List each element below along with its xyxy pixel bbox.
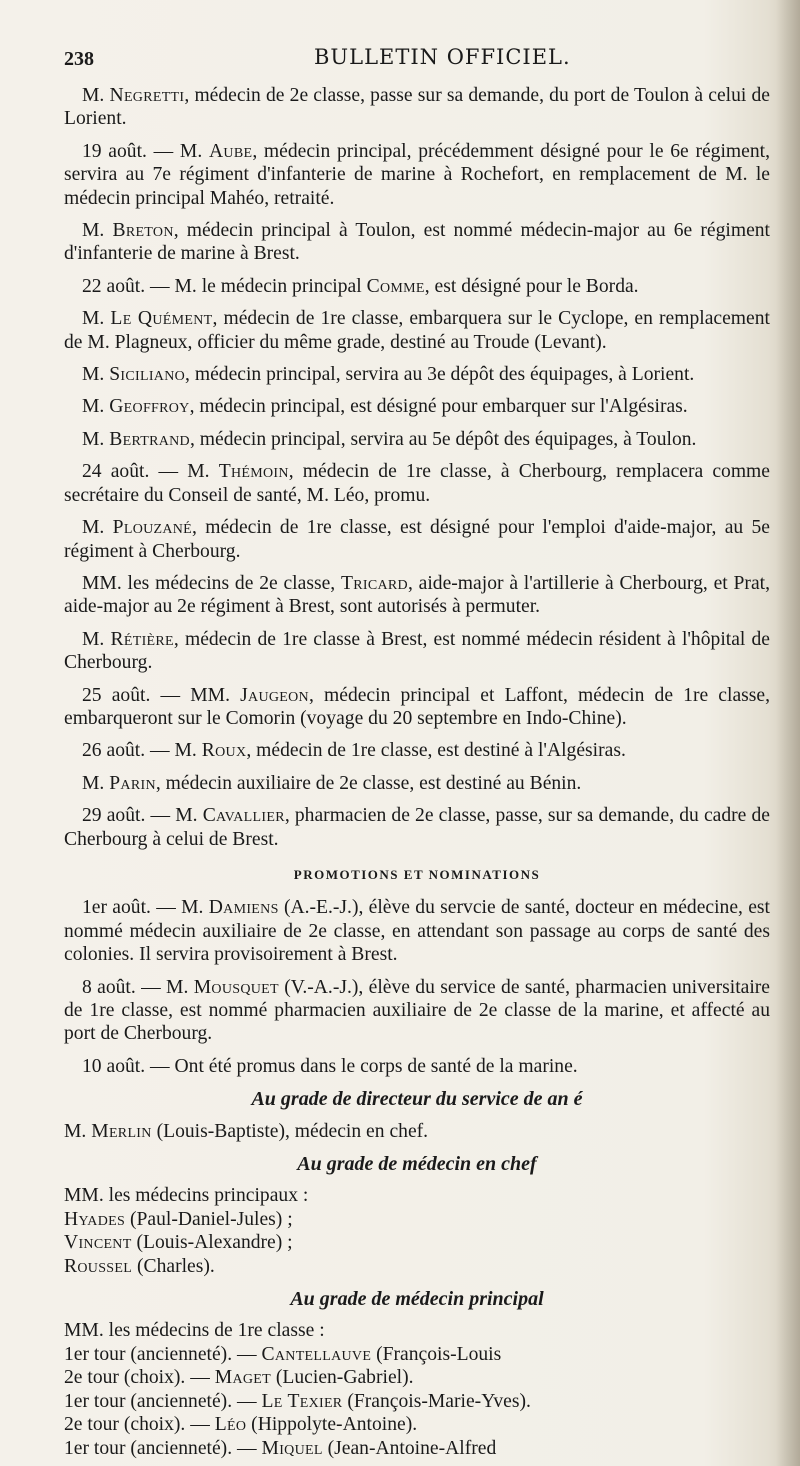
grade-medecin-principal-line [64, 1413, 770, 1436]
paragraph-text: (V.-A.-J.), élève du service de santé, pharmacien universitaire de 1re classe, est nommé pharmacien auxiliaire de 2e classe de la marine, et affecté au port de Cherbourg. [64, 976, 771, 1045]
paragraph-text: , médecin principal et Laffont, médecin de 1re classe, embarqueront sur le Comorin (voyage du 20 septembre en Indo-Chine). [64, 684, 770, 729]
person-name: Cantellauve [261, 1343, 372, 1365]
paragraph-lead: M. [82, 85, 105, 106]
grade-title-medecin-principal: Au grade de médecin principal [290, 1288, 544, 1311]
person-name: Geoffroy [109, 396, 190, 418]
page-number: 238 [64, 48, 94, 70]
paragraph-lead: M. [82, 517, 105, 539]
line-text: (Paul-Daniel-Jules) ; [125, 1208, 293, 1230]
grade-medecin-chef-list [64, 1184, 770, 1278]
grade-title-medecin-chef: Au grade de médecin en chef [297, 1153, 537, 1176]
paragraph-text: , médecin principal, servira au 3e dépôt des équipages, à Lorient. [185, 364, 695, 386]
paragraph-text: , médecin principal, est désigné pour embarquer sur l'Algésiras. [189, 396, 688, 418]
line-lead: 1er tour (ancienneté). — [64, 1343, 257, 1365]
appointment-paragraph [64, 572, 770, 619]
person-name: Cavallier [202, 805, 285, 827]
person-name: Hyades [64, 1208, 126, 1230]
paragraph-text: , aide-major à l'artillerie à Cherbourg, et Prat, aide-major au 2e régiment à Brest, sont autorisés à permuter. [64, 572, 770, 618]
paragraph-text: , est désigné pour le Borda. [424, 275, 639, 297]
person-name: Léo [214, 1414, 247, 1436]
paragraph-text: , médecin de 1re classe, est destiné à l'Algésiras. [246, 740, 626, 762]
appointment-paragraph [64, 739, 770, 762]
person-name: Parin [109, 772, 156, 794]
appointment-paragraph [64, 219, 770, 266]
grade-medecin-chef-line [64, 1255, 770, 1278]
running-title: BULLETIN OFFICIEL. [314, 45, 571, 69]
paragraph-text: , médecin principal, précédemment désigné pour le 6e régiment, servira au 7e régiment d'infanterie de marine à Rochefort, en remplacement de M. le médecin principal Mahéo, retraité. [64, 140, 770, 209]
paragraph-lead: 10 août. — Ont été promus dans le corps de santé de la marine. [82, 1055, 578, 1077]
appointment-paragraph [64, 363, 770, 386]
appointment-paragraph [64, 395, 770, 418]
appointment-paragraph [64, 84, 770, 131]
line-text: (Jean-Antoine-Alfred [322, 1437, 497, 1459]
paragraph-text: , pharmacien de 2e classe, passe, sur sa demande, du cadre de Cherbourg à celui de Brest. [64, 805, 770, 850]
paragraph-lead: M. [82, 396, 105, 418]
grade-medecin-principal-line [64, 1437, 770, 1460]
person-name: Le Quément [110, 308, 213, 330]
person-name: Plouzané [112, 517, 193, 539]
grade-medecin-chef-line [64, 1184, 770, 1207]
paragraph-text: , médecin de 1re classe, à Cherbourg, remplacera comme secrétaire du Conseil de santé, M. Léo, promu. [64, 461, 770, 506]
person-name: Comme [366, 275, 425, 297]
line-text: (Hippolyte-Antoine). [246, 1414, 418, 1436]
appointment-paragraph [64, 428, 770, 451]
appointment-paragraph [64, 804, 770, 851]
paragraph-text: , médecin de 2e classe, passe sur sa demande, du port de Toulon à celui de Lorient. [64, 85, 770, 130]
promotion-paragraph [64, 976, 770, 1046]
paragraph-lead: 1er août. — M. [82, 897, 204, 919]
grade-medecin-principal-line [64, 1319, 770, 1342]
paragraph-lead: 8 août. — M. [82, 976, 189, 998]
line-text: (François-Marie-Yves). [342, 1390, 531, 1412]
person-name: Thémoin [218, 461, 289, 483]
person-name: Tricard [340, 572, 408, 594]
line-lead: 2e tour (choix). — [64, 1367, 210, 1389]
person-name: Negretti [109, 85, 185, 106]
paragraph-text: , médecin de 1re classe, embarquera sur le Cyclope, en remplacement de M. Plagneux, officier du même grade, destiné au Troude (Levant). [64, 308, 770, 353]
person-name: Miquel [261, 1437, 323, 1459]
line-lead: 1er tour (ancienneté). — [64, 1390, 257, 1412]
page-content [64, 40, 770, 1460]
person-name: Roussel [64, 1255, 133, 1277]
person-name: Le Texier [261, 1390, 343, 1412]
person-name: Mousquet [193, 976, 279, 998]
promotion-paragraph [64, 896, 770, 966]
line-text: (Charles). [132, 1255, 215, 1277]
person-name: Siciliano [109, 364, 186, 386]
line-text: (Lucien-Gabriel). [270, 1367, 414, 1389]
appointment-paragraph [64, 684, 770, 731]
paragraph-lead: 19 août. — M. [82, 140, 203, 162]
appointment-paragraph [64, 516, 770, 563]
grade-directeur-list [64, 1120, 770, 1143]
paragraph-text: , médecin principal à Toulon, est nommé médecin-major au 6e régiment d'infanterie de marine à Brest. [64, 220, 771, 265]
person-name: Roux [201, 740, 247, 762]
page-header [64, 40, 770, 84]
paragraph-text: , médecin de 1re classe, est désigné pour l'emploi d'aide-major, au 5e régiment à Cherbourg. [64, 517, 771, 562]
line-lead: 2e tour (choix). — [64, 1414, 210, 1436]
person-name: Bertrand [109, 428, 190, 450]
grade-title-directeur: Au grade de directeur du service de an é [251, 1088, 583, 1111]
paragraph-lead: 24 août. — M. [82, 461, 210, 483]
paragraph-lead: M. [82, 220, 105, 242]
appointment-paragraph [64, 275, 770, 298]
paragraph-text: , médecin auxiliaire de 2e classe, est destiné au Bénin. [155, 772, 582, 794]
appointment-paragraph [64, 140, 770, 210]
line-lead: MM. les médecins principaux : [64, 1185, 309, 1207]
paragraph-lead: 25 août. — MM. [82, 684, 230, 706]
paragraph-lead: MM. les médecins de 2e classe, [82, 572, 336, 594]
appointment-paragraph [64, 628, 770, 675]
paragraph-text: , médecin de 1re classe à Brest, est nommé médecin résident à l'hôpital de Cherbourg. [64, 628, 770, 674]
section-title: PROMOTIONS ET NOMINATIONS [293, 866, 541, 882]
person-name: Vincent [64, 1232, 132, 1254]
grade-medecin-principal-list [64, 1319, 770, 1459]
person-name: Rétière [110, 628, 174, 650]
paragraph-lead: M. [82, 364, 105, 386]
promotion-paragraph [64, 1055, 770, 1078]
line-text: (Louis-Alexandre) ; [131, 1232, 293, 1254]
grade-medecin-chef-line [64, 1231, 770, 1254]
line-lead: 1er tour (ancienneté). — [64, 1437, 257, 1459]
appointment-paragraph [64, 772, 770, 795]
person-name: Aube [208, 140, 253, 162]
person-name: Breton [112, 220, 174, 242]
line-lead: MM. les médecins de 1re classe : [64, 1320, 325, 1342]
appointment-paragraph [64, 307, 770, 354]
line-text: (Louis-Baptiste), médecin en chef. [151, 1120, 429, 1142]
grade-medecin-principal-line [64, 1390, 770, 1413]
person-name: Jaugeon [240, 684, 309, 706]
grade-medecin-principal-line [64, 1366, 770, 1389]
paragraph-lead: M. [82, 308, 105, 330]
line-lead: M. [64, 1120, 87, 1142]
person-name: Maget [214, 1367, 271, 1389]
grade-directeur-line [64, 1120, 770, 1143]
appointments-list [64, 84, 770, 851]
paragraph-lead: M. [82, 628, 105, 650]
paragraph-lead: 26 août. — M. [82, 740, 197, 762]
person-name: Merlin [91, 1120, 152, 1142]
grade-medecin-chef-line [64, 1208, 770, 1231]
paragraph-lead: 22 août. — M. le médecin principal [82, 275, 362, 297]
appointment-paragraph [64, 460, 770, 507]
paragraph-text: , médecin principal, servira au 5e dépôt des équipages, à Toulon. [189, 428, 697, 450]
grade-medecin-principal-line [64, 1343, 770, 1366]
line-text: (François-Louis [371, 1343, 502, 1365]
paragraph-lead: M. [82, 772, 105, 794]
paragraph-text: (A.-E.-J.), élève du servcie de santé, docteur en médecine, est nommé médecin auxiliaire de 2e classe, en attendant son passage au corps de santé des colonies. Il servira provisoirement à Brest. [64, 897, 771, 966]
paragraph-lead: M. [82, 428, 105, 450]
promotions-list [64, 896, 770, 1078]
person-name: Damiens [208, 897, 279, 919]
paragraph-lead: 29 août. — M. [82, 805, 198, 827]
gutter-shadow [776, 0, 800, 1466]
